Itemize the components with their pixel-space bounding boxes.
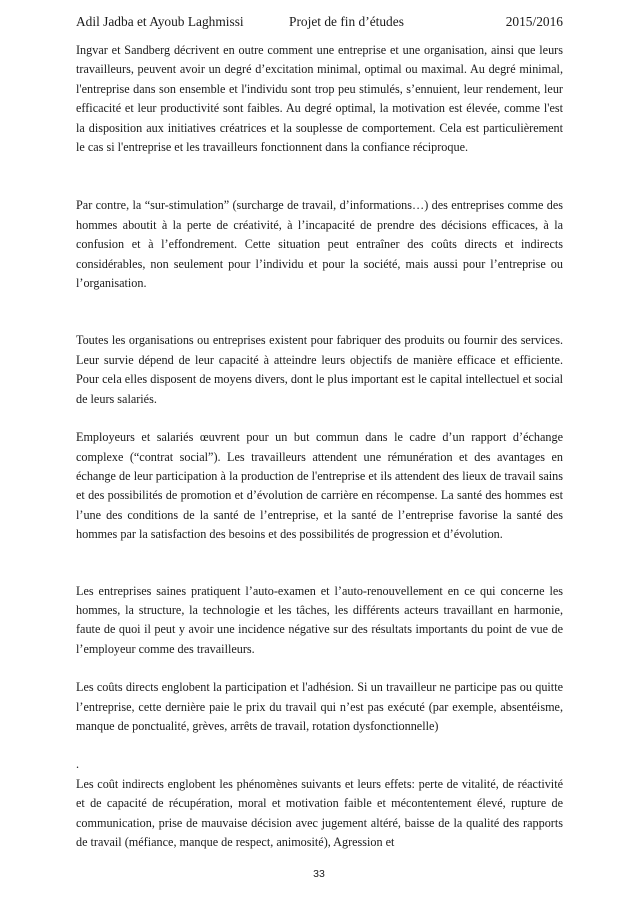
- header-authors: Adil Jadba et Ayoub Laghmissi: [76, 14, 244, 29]
- paragraph-employeurs-salaries: Employeurs et salariés œuvrent pour un but commun dans le cadre d’un rapport d’échange complexe (“contrat social”). Les travailleurs attendent une rémunération et des avantages en échange de leur participation à la production de l'entreprise et ils attendent des lieux de travail sains et des possibilités de promotion et d’évolution de carrière en récompense. La santé des hommes est l’une des conditions de la santé de l’entreprise, et la santé de l’entreprise favorise la santé des hommes par la satisfaction des besoins et des possibilités de progression et d’évolution.: [76, 430, 563, 542]
- paragraph-sur-stimulation: Par contre, la “sur-stimulation” (surcharge de travail, d’informations…) des entreprises comme des hommes aboutit à la perte de créativité, à l’incapacité de prendre des décisions efficaces, à la confusion et à l’effondrement. Cette situation peut entraîner des coûts directs et indirects considérables, non seulement pour l’individu et pour la société, mais aussi pour l’entreprise ou l’organisation.: [76, 198, 563, 291]
- page-number: 33: [313, 868, 325, 880]
- paragraph-couts-indirects: Les coût indirects englobent les phénomènes suivants et leurs effets: perte de vitalité, de réactivité et de capacité de récupération, moral et motivation faible et mécontentement élevé, rupture de communication, prise de mauvaise décision avec jugement altéré, baisse de la qualité des rapports de travail (méfiance, manque de respect, animosité), Agression et: [76, 776, 563, 849]
- paragraph-entreprises-saines: Les entreprises saines pratiquent l’auto-examen et l’auto-renouvellement en ce qui concerne les hommes, la structure, la technologie et les tâches, les différents acteurs travaillant en harmonie, faute de quoi il peut y avoir une incidence négative sur des résultats importants du point de vue de l’employeur comme des travailleurs.: [76, 583, 563, 656]
- page-header: [76, 10, 563, 34]
- header-year: 2015/2016: [505, 14, 563, 29]
- paragraph-organisations: Toutes les organisations ou entreprises existent pour fabriquer des produits ou fournir des services. Leur survie dépend de leur capacité à atteindre leurs objectifs de manière efficace et efficiente. Pour cela elles disposent de moyens divers, dont le plus important est le capital intellectuel et social de leurs salariés.: [76, 333, 563, 406]
- header-project-title: Projet de fin d’études: [289, 14, 404, 29]
- paragraph-ingvar-sandberg: Ingvar et Sandberg décrivent en outre comment une entreprise et une organisation, ainsi que leurs travailleurs, peuvent avoir un degré d’excitation minimal, optimal ou maximal. Au degré minimal, l'entreprise dans son ensemble et l'individu sont trop peu stimulés, s’ennuient, leur rendement, leur efficacité et leur productivité sont faibles. Au degré optimal, la motivation est élevée, comme l'est la disposition aux initiatives créatrices et la souplesse de comportement. Cela est particulièrement le cas si l'entreprise et les travailleurs fonctionnent dans la confiance réciproque.: [76, 43, 563, 155]
- page-body: [76, 41, 563, 852]
- paragraph-period: .: [76, 757, 80, 772]
- paragraph-couts-directs: Les coûts directs englobent la participation et l'adhésion. Si un travailleur ne participe pas ou quitte l’entreprise, cette dernière paie le prix du travail qui n’est pas exécuté (par exemple, absentéisme, manque de ponctualité, grèves, arrêts de travail, rotation dysfonctionnelle): [76, 680, 563, 733]
